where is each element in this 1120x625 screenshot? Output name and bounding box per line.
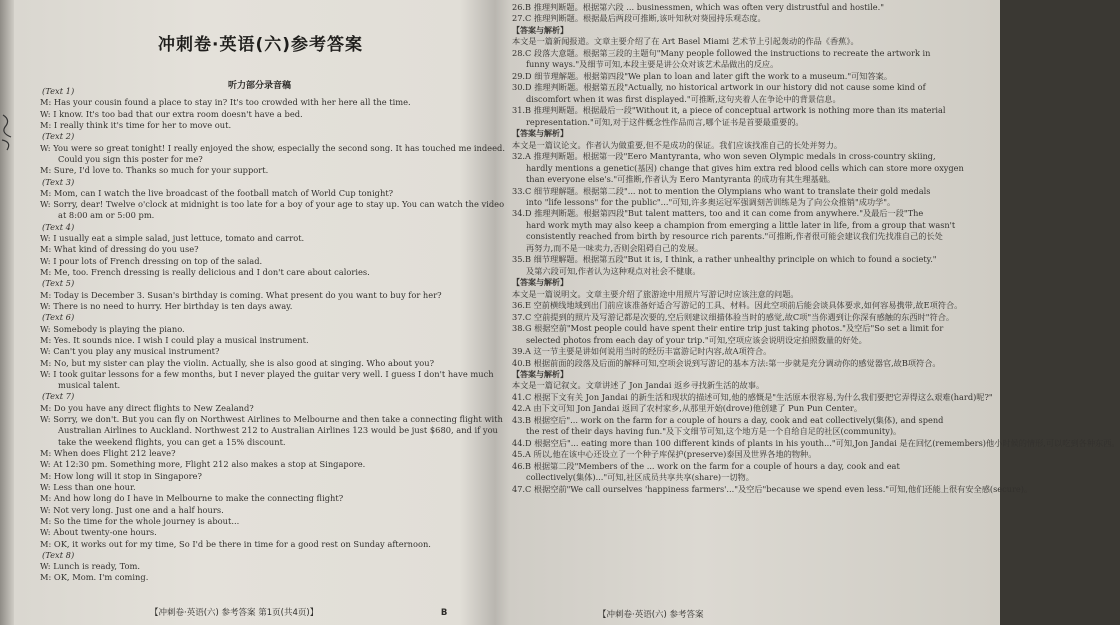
text-line: 33.C 细节理解题。根据第二段"... not to mention the Olympians who want to translate their gold medals <box>512 185 931 196</box>
section-heading: (Text 6) <box>42 312 75 323</box>
section-heading: 【答案与解析】 <box>512 370 568 379</box>
text-line: W: Can't you play any musical instrument? <box>40 346 220 357</box>
text-line: M: Sure, I'd love to. Thanks so much for your support. <box>40 165 269 176</box>
text-line: 再努力,而不是一味卖力,否则会阻碍自己的发展。 <box>526 242 704 253</box>
listening-section-title: 听力部分录音稿 <box>228 81 292 91</box>
left-footer-mark: B <box>440 608 448 618</box>
text-line: at 8:00 am or 5:00 pm. <box>58 210 155 221</box>
text-line: M: What kind of dressing do you use? <box>40 244 199 255</box>
section-heading: (Text 7) <box>42 391 75 402</box>
text-line: 42.A 由下文可知 Jon Jandai 返回了农村家乡,从那里开始(drove)他创建了 Pun Pun Center。 <box>512 403 863 414</box>
text-line: 27.C 推理判断题。根据最后两段可推断,该叶知秋对葵园持乐观态度。 <box>512 13 766 24</box>
text-line: W: At 12:30 pm. Something more, Flight 212 also makes a stop at Singapore. <box>40 459 366 470</box>
section-heading: (Text 8) <box>42 549 75 560</box>
text-line: consistently reached from birth by resource rich parents."可推断,作者很可能会建议我们先找准自己的长处 <box>526 231 943 242</box>
text-line: W: Somebody is playing the piano. <box>40 323 185 334</box>
document-title: 冲刺卷·英语(六)参考答案 <box>158 35 363 55</box>
text-line: 32.A 推理判断题。根据第一段"Eero Mantyranta, who won seven Olympic medals in cross-country skiing, <box>512 151 936 162</box>
text-line: W: Less than one hour. <box>40 481 136 492</box>
text-line: discomfort when it was first displayed."可推断,这句夹着人在争论中的背景信息。 <box>526 93 841 104</box>
text-line: take the weekend flights, you can get a 15% discount. <box>58 436 286 447</box>
text-line: M: So the time for the whole journey is about... <box>40 515 240 526</box>
text-line: W: There is no need to hurry. Her birthday is ten days away. <box>40 300 293 311</box>
text-line: collectively(集体)..."可知,社区成员共享共享(share)一切物。 <box>526 472 754 483</box>
text-line: W: About twenty-one hours. <box>40 527 157 538</box>
text-line: 41.C 根据下文有关 Jon Jandai 的新生活和现状的描述可知,他的感慨是"生活原本很容易,为什么我们要把它弄得这么艰难(hard)呢?" <box>512 391 993 402</box>
text-line: 31.B 推理判断题。根据最后一段"Without it, a piece of conceptual artwork is nothing more than its material <box>512 105 946 116</box>
text-line: 本文是一篇新闻报道。文章主要介绍了在 Art Basel Miami 艺术节上引起轰动的作品《香蕉》。 <box>512 36 859 47</box>
text-line: 本文是一篇说明文。文章主要介绍了旅游途中用照片写游记时应该注意的问题。 <box>512 288 799 299</box>
text-line: M: Mom, can I watch the live broadcast of the football match of World Cup tonight? <box>40 187 394 198</box>
text-line: M: OK, it works out for my time, So I'd be there in time for a good rest on Sunday afternoon. <box>40 538 431 549</box>
section-heading: (Text 5) <box>42 278 75 289</box>
text-line: hardly mentions a genetic(基因) change that gives him extra red blood cells which can store more oxygen <box>526 162 964 173</box>
text-line: M: OK, Mom. I'm coming. <box>40 572 149 583</box>
text-line: 43.B 根据空后"... work on the farm for a couple of hours a day, cook and eat collectively(集体), and spend <box>512 414 944 425</box>
text-line: W: Not very long. Just one and a half hours. <box>40 504 224 515</box>
section-heading: 【答案与解析】 <box>512 278 568 288</box>
text-line: into "life lessons" for the public"..."可知,许多奥运冠军强调刻苦训练是为了向公众推销"成功学"。 <box>526 196 896 207</box>
listening-transcript <box>40 86 505 584</box>
text-line: M: Yes. It sounds nice. I wish I could play a musical instrument. <box>40 334 309 345</box>
text-line: W: Sorry, we don't. But you can fly on Northwest Airlines to Melbourne and then take a connecting flight with <box>40 414 503 425</box>
text-line: 40.B 根据前面的段落及后面的解释可知,空项会说到写游记的基本方法:第一步就是充分调动你的感觉器官,故B项符合。 <box>512 357 941 368</box>
text-line: W: I usually eat a simple salad, just lettuce, tomato and carrot. <box>40 233 305 244</box>
text-line: W: I took guitar lessons for a few months, but I never played the guitar very well. I guess I don't have much <box>40 368 494 379</box>
text-line: musical talent. <box>58 380 121 391</box>
text-line: W: I know. It's too bad that our extra room doesn't have a bed. <box>40 108 303 119</box>
text-line: M: No, but my sister can play the violin. Actually, she is also good at singing. Who about you? <box>40 357 435 368</box>
answer-explanations <box>512 2 1120 495</box>
text-line: representation."可知,对于这件概念性作品而言,哪个证书是首要最重要的。 <box>526 116 804 127</box>
text-line: 28.C 段落大意题。根据第三段的主题句"Many people followed the instructions to recreate the artwork in <box>512 47 931 58</box>
section-heading: 【答案与解析】 <box>512 129 568 139</box>
text-line: W: I pour lots of French dressing on top of the salad. <box>40 255 263 266</box>
text-line: the rest of their days having fun."及下文细节可知,这个地方是一个自给自足的社区(community)。 <box>526 426 902 437</box>
text-line: 30.D 推理判断题。根据第五段"Actually, no historical artwork in our history did not cause some kind of <box>512 82 926 93</box>
text-line: 47.C 根据空前"We call ourselves 'happiness farmers'..."及空后"because we spend even less."可知,他们还能上很有安全感(secure)。 <box>512 483 1033 494</box>
left-page <box>0 0 505 625</box>
text-line: M: When does Flight 212 leave? <box>40 448 176 458</box>
text-line: M: And how long do I have in Melbourne to make the connecting flight? <box>40 493 344 504</box>
section-heading: (Text 2) <box>42 131 75 142</box>
text-line: W: Lunch is ready, Tom. <box>40 561 140 572</box>
section-heading: (Text 3) <box>42 176 75 187</box>
text-line: 35.B 细节理解题。根据第五段"But it is, I think, a rather unhealthy principle on which to found a society." <box>512 254 937 265</box>
text-line: 45.A 所以,他在该中心还设立了一个种子库保护(preserve)泰国及世界各地的物种。 <box>512 449 817 460</box>
text-line: 34.D 推理判断题。根据第四段"But talent matters, too and it can come from anywhere."及最后一段"The <box>512 208 924 219</box>
section-heading: (Text 4) <box>42 221 75 232</box>
text-line: M: Has your cousin found a place to stay in? It's too crowded with her here all the time. <box>40 97 411 108</box>
right-page-footer: 【冲刺卷·英语(六) 参考答案 <box>598 610 704 620</box>
text-line: 本文是一篇议论文。作者认为做重要,但不是成功的保证。我们应该找准自己的长处并努力。 <box>512 139 843 150</box>
text-line: 46.B 根据第二段"Members of the ... work on the farm for a couple of hours a day, cook and eat <box>512 460 900 471</box>
text-line: 38.G 根据空前"Most people could have spent their entire trip just taking photos."及空后"So set a limit for <box>512 323 944 334</box>
text-line: 36.E 空前横线地域到出门前应该准备好适合写游记的工具、材料。因此空项前后能会谈具体要求,如何容易携带,故E项符合。 <box>512 300 963 311</box>
text-line: M: Today is December 3. Susan's birthday is coming. What present do you want to buy for her? <box>40 289 442 300</box>
text-line: M: How long will it stop in Singapore? <box>40 470 202 481</box>
section-heading: (Text 1) <box>42 86 75 96</box>
text-line: hard work myth may also keep a champion from emerging a little later in life, from a group that wasn't <box>526 219 956 230</box>
text-line: 39.A 这一节主要是讲如何说用当时的经历丰富游记时内容,故A项符合。 <box>512 346 772 357</box>
text-line: 29.D 细节理解题。根据第四段"We plan to loan and later gift the work to a museum."可知答案。 <box>512 70 893 81</box>
text-line: selected photos from each day of your trip."可知,空项应该会说明设定拍照数量的好处。 <box>526 334 867 345</box>
text-line: M: Me, too. French dressing is really delicious and I don't care about calories. <box>40 267 370 277</box>
text-line: M: I really think it's time for her to move out. <box>40 119 232 130</box>
text-line: 及第六段可知,作者认为这种观点对社会不健康。 <box>526 265 701 276</box>
text-line: M: Do you have any direct flights to New Zealand? <box>40 402 254 413</box>
text-line: 26.B 推理判断题。根据第六段 ... businessmen, which was often very distrustful and hostile." <box>512 2 884 12</box>
right-page <box>498 0 1120 625</box>
text-line: 本文是一篇记叙文。文章讲述了 Jon Jandai 返乡寻找新生活的故事。 <box>512 380 765 391</box>
text-line: Could you sign this poster for me? <box>58 153 203 164</box>
section-heading: 【答案与解析】 <box>512 25 568 35</box>
text-line: funny ways."及细节可知,本段主要是讲公众对该艺术品做出的反应。 <box>526 59 779 70</box>
text-line: W: Sorry, dear! Twelve o'clock at midnight is too late for a boy of your age to stay up. You can watch the video <box>40 199 505 210</box>
text-line: than everyone else's."可推断,作者认为 Eero Mantyranta 的成功有其生理基础。 <box>526 174 836 185</box>
text-line: 37.C 空前提到的照片及写游记都是次要的,空后则建议细描体验当时的感觉,故C项"当你遇到让你深有感触的东西时"符合。 <box>512 311 955 322</box>
left-page-footer <box>150 606 480 618</box>
left-footer-text: 【冲刺卷·英语(六) 参考答案 第1页(共4页)】 <box>150 608 319 618</box>
text-line: 44.D 根据空后"... eating more than 100 different kinds of plants in his youth..."可知,Jon Jandai 是在回忆(remembers)他小时候的情形,可以吃到各种东西。 <box>512 437 1120 448</box>
text-line: Australian Airlines to Auckland. Northwest 212 to Australian Airlines 123 would be just $680, and if you <box>58 425 498 436</box>
text-line: W: You were so great tonight! I really enjoyed the show, especially the second song. It has touched me indeed. <box>40 142 505 153</box>
